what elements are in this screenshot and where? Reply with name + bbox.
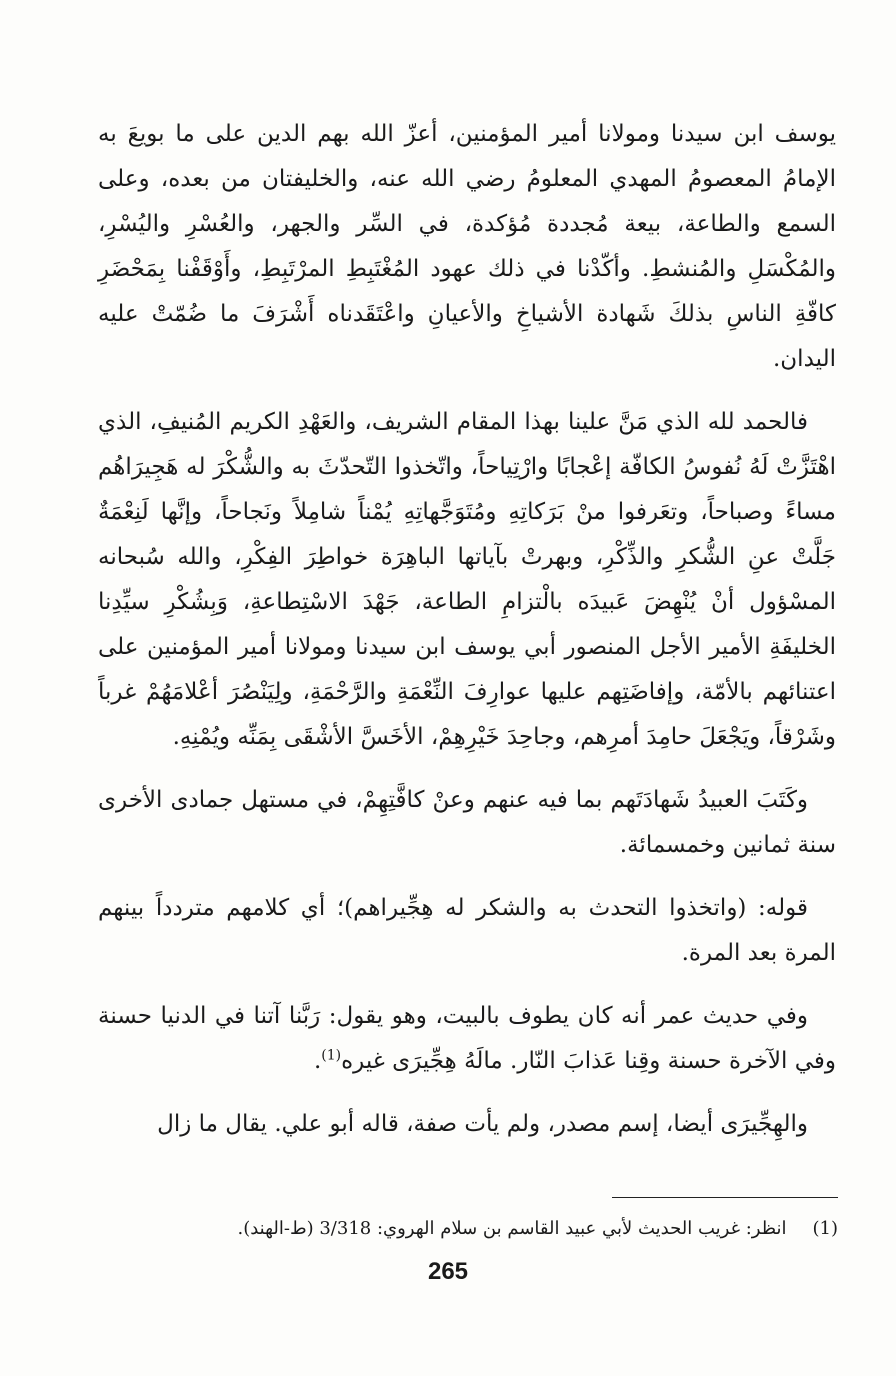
footnote-divider <box>612 1197 838 1198</box>
footnote-number: (1) <box>812 1218 838 1239</box>
page-number: 265 <box>427 1258 469 1285</box>
paragraph-3: وكَتَبَ العبيدُ شَهادَتَهم بما فيه عنهم وعنْ كافَّتِهِمْ، في مستهل جمادى الأخرى سنة ثمانين وخمسمائة. <box>98 787 836 858</box>
main-text <box>98 112 836 1165</box>
paragraph-4: قوله: (واتخذوا التحدث به والشكر له هِجِّيراهم)؛ أي كلامهم متردداً بينهم المرة بعد المرة. <box>98 895 836 966</box>
paragraph-5: وفي حديث عمر أنه كان يطوف بالبيت، وهو يقول: رَبَّنا آتنا في الدنيا حسنة وفي الآخرة حسنة وقِنا عَذابَ النّار. مالَهُ هِجِّيرَى غيره$^{(1)}$. <box>98 1003 836 1074</box>
paragraph-2: فالحمد لله الذي مَنَّ علينا بهذا المقام الشريف، والعَهْدِ الكريم المُنيفِ، الذي اهْتَزَّتْ لَهُ نُفوسُ الكافّة إعْجابًا وارْتِياحاً، واتّخذوا التّحدّثَ به والشُّكْرَ له هَجِيرَاهُم مساءً وصباحاً، وتعَرفوا منْ بَرَكاتِهِ ومُتَوَجَّهاتِهِ يُمْناً شامِلاً ونَجاحاً، وإنَّها لَنِعْمَةٌ جَلَّتْ عنِ الشُّكرِ والذِّكْرِ، وبهرتْ بآياتها الباهِرَة خواطِرَ الفِكْرِ، والله سُبحانه المسْؤول أنْ يُنْهِضَ عَبيدَه بالْتزامِ الطاعة، جَهْدَ الاسْتِطاعةِ، وَبِشُكْرِ سيِّدِنا الخليفَةِ الأمير الأجل المنصور أبي يوسف ابن سيدنا ومولانا أمير المؤمنين على اعتنائهم بالأمّة، وإفاضَتِهم عليها عوارِفَ النِّعْمَةِ والرَّحْمَةِ، ولِيَنْصُرَ أعْلامَهُمْ غرباً وشَرْقاً، ويَجْعَلَ حامِدَ أمرِهم، وجاحِدَ خَيْرِهِمْ، الأخَسَّ الأشْقَى بِمَنِّه ويُمْنِهِ. <box>98 409 836 750</box>
paragraph-1: يوسف ابن سيدنا ومولانا أمير المؤمنين، أعزّ الله بهم الدين على ما بويعَ به الإمامُ المعصومُ المهدي المعلومُ رضي الله عنه، والخليفتان من بعده، وعلى السمع والطاعة، بيعة مُجددة مُؤكدة، في السِّر والجهر، والعُسْرِ واليُسْرِ، والمُكْسَلِ والمُنشطِ. وأكّدْنا في ذلك عهود المُغْتَبِطِ المرْتَبِطِ، وأَوْقَفْنا بِمَحْضَرِ كافّةِ الناسِ بذلكَ شَهادة الأشياخِ والأعيانِ واعْتَقَدناه أَشْرَفَ ما ضُمّتْ عليه اليدان. <box>98 121 836 372</box>
paragraph-6: والهِجِّيرَى أيضا، إسم مصدر، ولم يأت صفة، قاله أبو علي. يقال ما زال <box>157 1111 808 1137</box>
footnote-text: انظر: غريب الحديث لأبي عبيد القاسم بن سلام الهروي: 3/318 (ط-الهند). <box>237 1218 787 1239</box>
footnote-reference[interactable]: (1) <box>321 1047 342 1064</box>
paragraph-5-text: وفي حديث عمر أنه كان يطوف بالبيت، وهو يقول: رَبَّنا آتنا في الدنيا حسنة وفي الآخرة حسنة وقِنا عَذابَ النّار. مالَهُ هِجِّيرَى غيره <box>98 1003 836 1074</box>
footnote <box>98 1214 838 1244</box>
